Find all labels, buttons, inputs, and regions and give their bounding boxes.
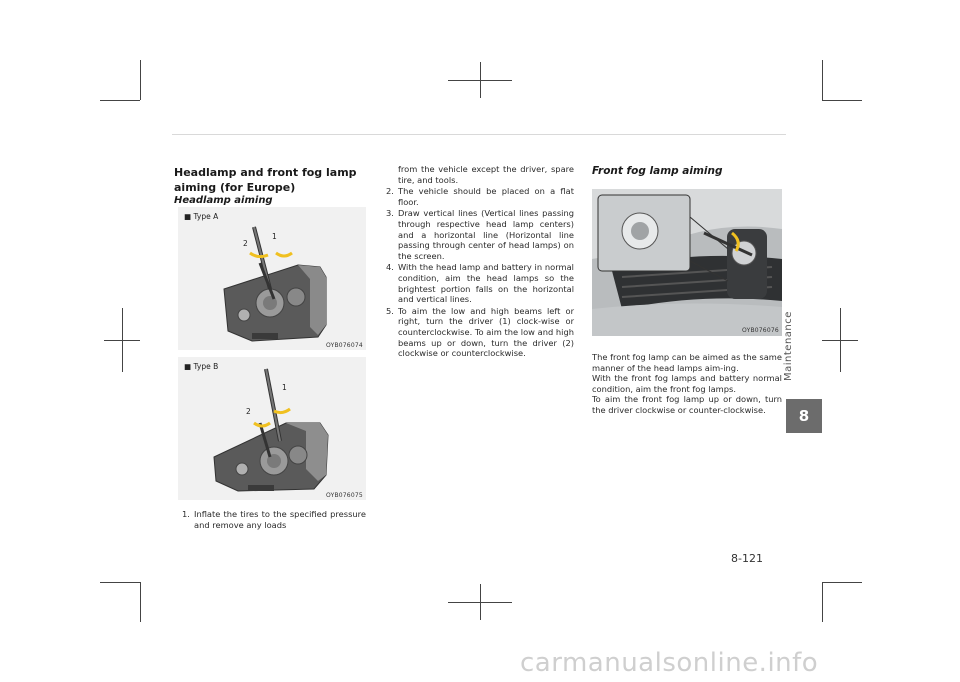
step-text: To aim the low and high beams left or right, turn the driver (1) clock-wise or counterclockwise. To aim the low and high beams up or down, turn the driver (2) clockwise or counterclockwise. (398, 305, 574, 359)
step-text: With the head lamp and battery in normal condition, aim the head lamps so the brightest portion falls on the horizontal and vertical lines. (398, 262, 574, 305)
list-item (386, 262, 574, 304)
callout-2: 2 (246, 407, 251, 416)
step-number: 3. (386, 208, 394, 219)
step-text-continued: from the vehicle except the driver, spare tire, and tools. (398, 164, 574, 185)
crop-mark (100, 100, 140, 101)
figure-code: OYB076075 (326, 492, 363, 499)
crop-mark (822, 582, 823, 622)
crop-mark (100, 582, 140, 583)
crop-mark (822, 340, 858, 341)
crop-mark (448, 80, 512, 81)
step-text: The vehicle should be placed on a flat floor. (398, 186, 574, 207)
step-number: 5. (386, 305, 394, 316)
list-item (182, 509, 366, 530)
headlamp-illustration-type-b (178, 357, 366, 500)
steps-list (386, 164, 574, 360)
paragraph: To aim the front fog lamp up or down, turn the driver clockwise or counter-clockwise. (592, 394, 782, 415)
list-item (386, 208, 574, 261)
heading-line-1: Headlamp and front fog lamp (174, 166, 357, 179)
crop-mark (140, 60, 141, 100)
paragraph: The front fog lamp can be aimed as the same manner of the head lamps aim-ing. (592, 352, 782, 373)
figure-label: ■ Type A (184, 212, 219, 221)
list-item (386, 164, 574, 185)
section-heading (174, 165, 374, 195)
figure-code: OYB076074 (326, 342, 363, 349)
step-text: Draw vertical lines (Vertical lines passing through respective head lamp centers) and a horizontal line (Horizontal line passing through center of head lamps) on the screen. (398, 208, 574, 261)
crop-mark (104, 340, 140, 341)
crop-mark (448, 602, 512, 603)
chapter-number-badge: 8 (786, 399, 822, 433)
crop-mark (822, 582, 862, 583)
figure-label: ■ Type B (184, 362, 219, 371)
callout-2: 2 (243, 239, 248, 248)
page-number: 8-121 (731, 552, 763, 565)
list-item (386, 186, 574, 207)
paragraph: With the front fog lamps and battery normal condition, aim the front fog lamps. (592, 373, 782, 394)
heading-line-2: aiming (for Europe) (174, 181, 296, 194)
crop-mark (140, 582, 141, 622)
figure-type-b (178, 357, 366, 500)
figure-fog-lamp (592, 189, 782, 336)
chapter-tab-label: Maintenance (783, 311, 794, 381)
step-number: 4. (386, 262, 394, 273)
step-text: Inflate the tires to the specified pressure and remove any loads (194, 509, 366, 530)
callout-1: 1 (282, 383, 287, 392)
step-1 (182, 509, 366, 531)
figure-type-a (178, 207, 366, 350)
subheading-headlamp-aiming: Headlamp aiming (174, 195, 273, 206)
crop-mark (822, 100, 862, 101)
figure-code: OYB076076 (742, 327, 779, 334)
watermark: carmanualsonline.info (520, 648, 819, 678)
fog-lamp-illustration (592, 189, 782, 336)
header-rule (172, 134, 786, 135)
callout-1: 1 (272, 232, 277, 241)
list-item (386, 306, 574, 359)
step-number: 2. (386, 186, 394, 197)
step-number: 1. (182, 509, 190, 519)
headlamp-illustration-type-a (178, 207, 366, 350)
subheading-fog-lamp-aiming: Front fog lamp aiming (592, 165, 723, 177)
fog-lamp-text (592, 352, 782, 416)
crop-mark (822, 60, 823, 100)
